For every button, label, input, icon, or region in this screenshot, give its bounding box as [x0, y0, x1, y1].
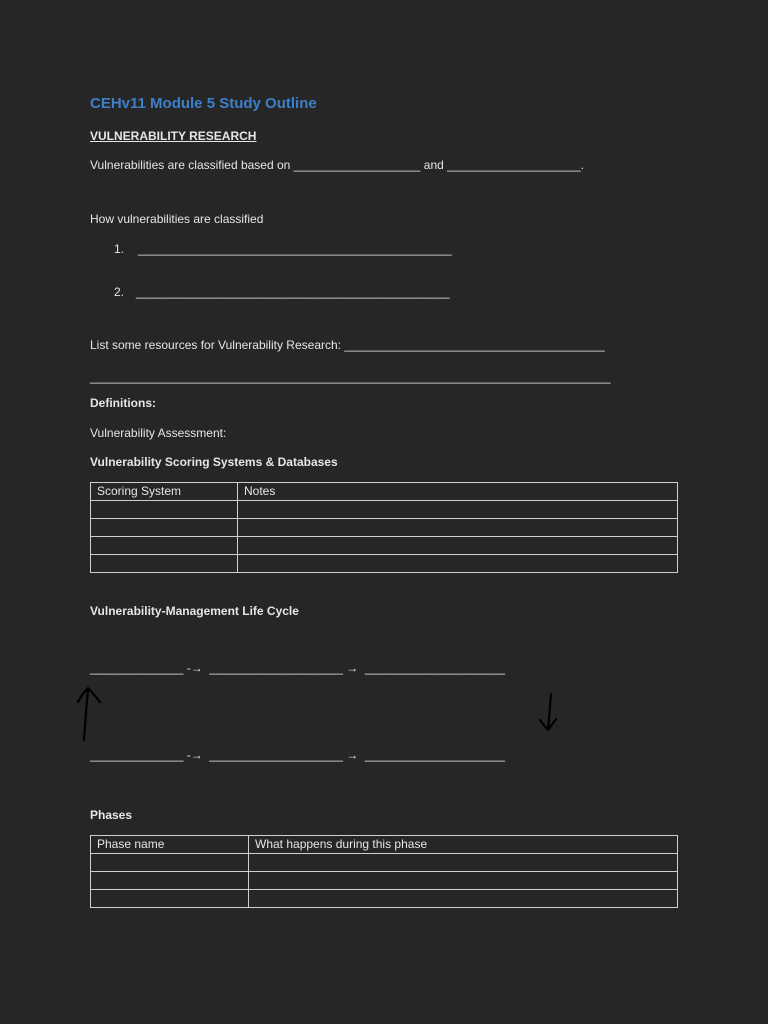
table-cell: [249, 872, 678, 890]
table-cell: [91, 537, 238, 555]
table-cell: [238, 555, 678, 573]
table-header-cell: Scoring System: [91, 483, 238, 501]
table-row: [91, 537, 678, 555]
scoring-heading: Vulnerability Scoring Systems & Databases: [90, 455, 338, 469]
phases-heading: Phases: [90, 808, 133, 822]
resources-line: ______________________________________________________________________________: [90, 370, 611, 384]
scoring-table: [90, 482, 678, 573]
vulnerability-assessment-label: Vulnerability Assessment:: [90, 426, 227, 440]
table-header-row: [91, 836, 678, 854]
table-cell: [91, 890, 249, 908]
section-heading: VULNERABILITY RESEARCH: [90, 129, 257, 143]
lifecycle-row: ______________ -→ ____________________ → _____________________: [90, 748, 506, 762]
page-title: CEHv11 Module 5 Study Outline: [90, 95, 317, 112]
table-header-cell: What happens during this phase: [249, 836, 678, 854]
definitions-label: Definitions:: [90, 396, 156, 410]
list-item-blank: _______________________________________________: [136, 285, 450, 299]
hand-drawn-down-arrow-icon: [534, 690, 564, 736]
table-cell: [91, 501, 238, 519]
phases-table: [90, 835, 678, 908]
table-cell: [91, 555, 238, 573]
table-row: [91, 854, 678, 872]
hand-drawn-up-arrow-icon: [72, 682, 108, 746]
table-cell: [91, 519, 238, 537]
table-cell: [249, 854, 678, 872]
classified-sentence: Vulnerabilities are classified based on ___________________ and ____________________.: [90, 158, 584, 172]
lifecycle-row: ______________ -→ ____________________ → _____________________: [90, 661, 506, 675]
table-row: [91, 555, 678, 573]
table-row: [91, 519, 678, 537]
table-row: [91, 501, 678, 519]
resources-prompt: List some resources for Vulnerability Research: _______________________________________: [90, 338, 605, 352]
lifecycle-heading: Vulnerability-Management Life Cycle: [90, 604, 299, 618]
table-cell: [91, 854, 249, 872]
table-header-row: [91, 483, 678, 501]
list-item-number: 1.: [114, 242, 125, 256]
table-cell: [249, 890, 678, 908]
table-header-cell: Notes: [238, 483, 678, 501]
table-header-cell: Phase name: [91, 836, 249, 854]
table-cell: [238, 537, 678, 555]
list-item-blank: _______________________________________________: [138, 242, 452, 256]
table-row: [91, 890, 678, 908]
table-cell: [238, 519, 678, 537]
table-cell: [238, 501, 678, 519]
table-cell: [91, 872, 249, 890]
how-classified-label: How vulnerabilities are classified: [90, 212, 264, 226]
table-row: [91, 872, 678, 890]
list-item-number: 2.: [114, 285, 125, 299]
